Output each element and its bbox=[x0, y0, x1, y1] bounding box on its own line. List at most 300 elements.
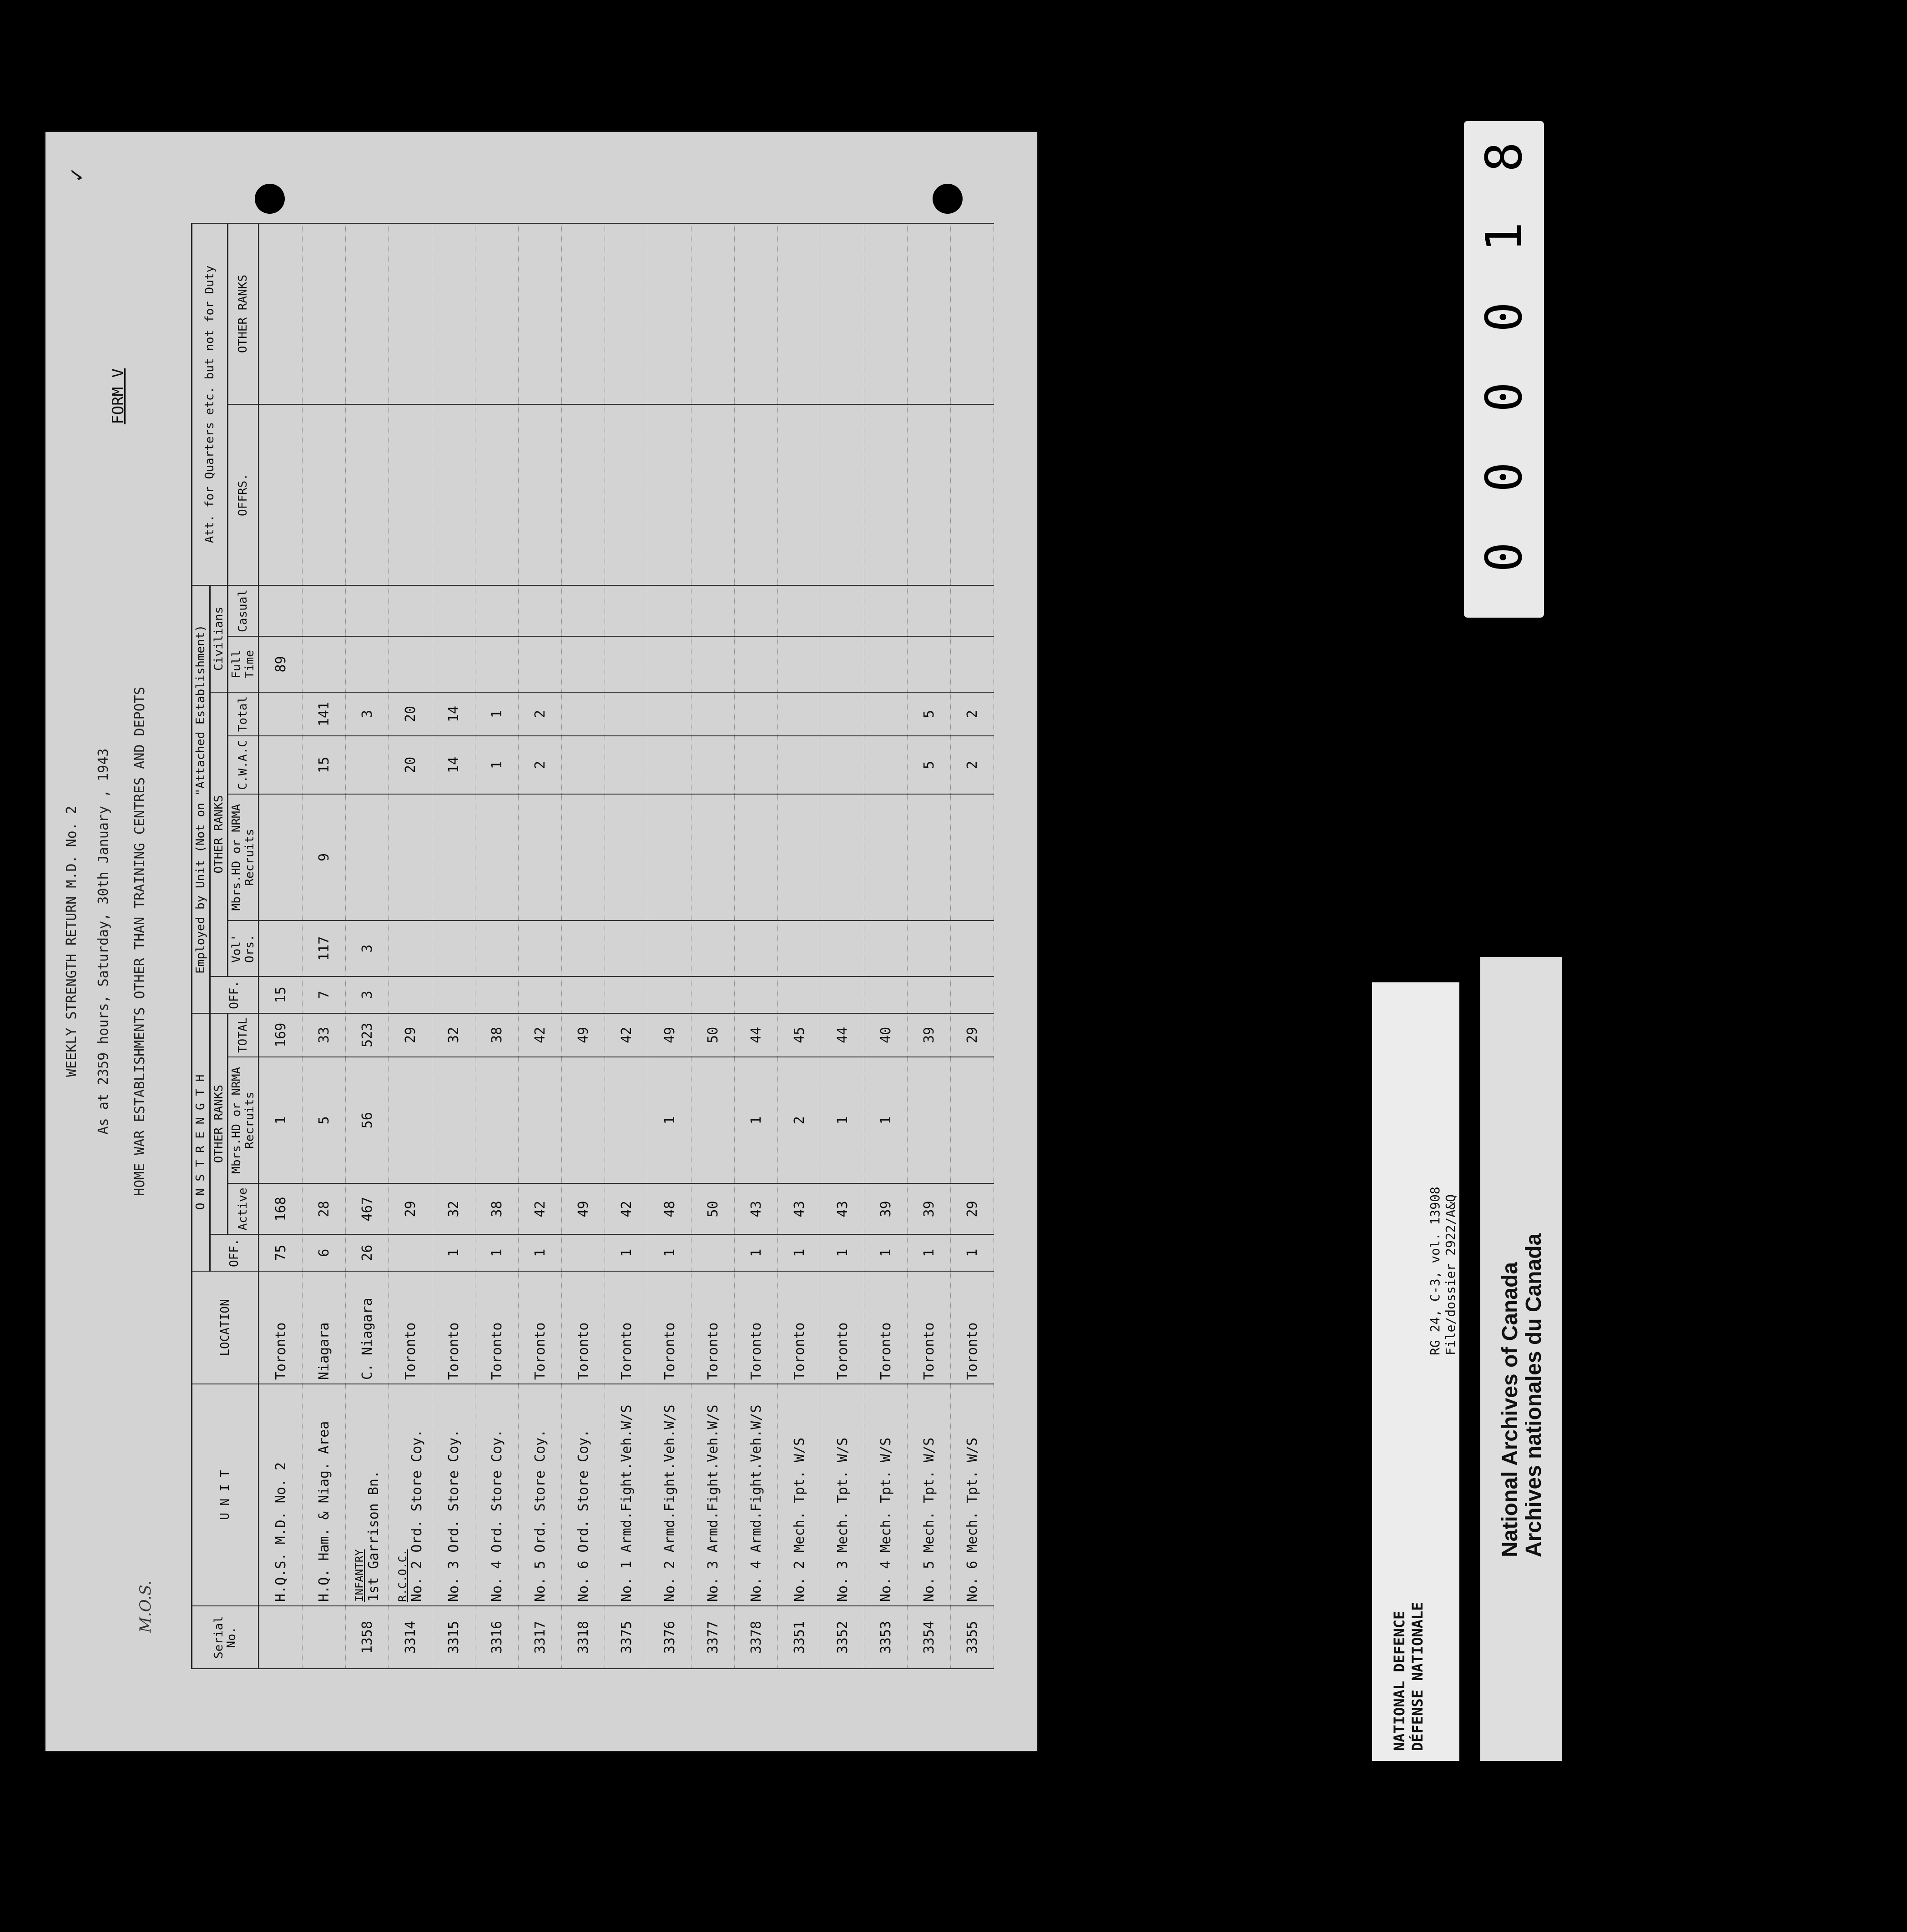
cell-cwac bbox=[821, 736, 864, 794]
cell-attached bbox=[778, 404, 821, 585]
reference-line1: RG 24, C-3, vol. 13908 bbox=[1428, 1187, 1443, 1355]
cell-etot: 2 bbox=[519, 692, 562, 736]
cell-total: 44 bbox=[735, 1013, 778, 1057]
cell-active: 32 bbox=[432, 1183, 475, 1234]
cell-loc: Niagara bbox=[303, 1271, 346, 1384]
cell-active: 39 bbox=[864, 1183, 908, 1234]
cell-cwac bbox=[691, 736, 735, 794]
cell-emhd bbox=[346, 794, 389, 921]
cell-eoff: 7 bbox=[303, 976, 346, 1013]
cell-vol bbox=[951, 921, 994, 976]
cell-total: 50 bbox=[691, 1013, 735, 1057]
cell-emhd bbox=[562, 794, 605, 921]
cell-full bbox=[389, 636, 432, 692]
archives-line2: Archives nationales du Canada bbox=[1522, 1233, 1546, 1557]
cell-unit bbox=[605, 1384, 648, 1606]
cell-emhd bbox=[951, 794, 994, 921]
cell-attached bbox=[432, 404, 475, 585]
col-total: TOTAL bbox=[228, 1013, 259, 1057]
cell-etot bbox=[259, 692, 303, 736]
cell-full bbox=[303, 636, 346, 692]
cell-vol bbox=[821, 921, 864, 976]
cell-attached bbox=[778, 223, 821, 404]
table-row bbox=[864, 223, 908, 1669]
cell-attached bbox=[605, 223, 648, 404]
cell-total: 39 bbox=[908, 1013, 951, 1057]
cell-attached bbox=[951, 223, 994, 404]
cell-mbrs: 56 bbox=[346, 1057, 389, 1183]
cell-cwac: 15 bbox=[303, 736, 346, 794]
cell-attached bbox=[259, 223, 303, 404]
counter-digit: 0 bbox=[1475, 462, 1533, 493]
col-civilians: Civilians bbox=[210, 585, 228, 692]
cell-total: 42 bbox=[519, 1013, 562, 1057]
cell-attached bbox=[432, 223, 475, 404]
col-other-ranks: OTHER RANKS bbox=[210, 1013, 228, 1235]
counter-digit: 0 bbox=[1475, 302, 1533, 332]
cell-serial bbox=[259, 1606, 303, 1669]
table-row bbox=[821, 223, 864, 1669]
cell-active: 39 bbox=[908, 1183, 951, 1234]
cell-loc: Toronto bbox=[389, 1271, 432, 1384]
col-emp-off: OFF. bbox=[210, 976, 259, 1013]
cell-eoff bbox=[432, 976, 475, 1013]
national-defence-line1: NATIONAL DEFENCE bbox=[1391, 1610, 1408, 1751]
cell-emhd bbox=[908, 794, 951, 921]
cell-mbrs bbox=[432, 1057, 475, 1183]
cell-eoff bbox=[562, 976, 605, 1013]
cell-vol bbox=[562, 921, 605, 976]
cell-attached bbox=[475, 404, 519, 585]
col-casual: Casual bbox=[228, 585, 259, 636]
cell-emhd bbox=[475, 794, 519, 921]
unit-name: No. 2 Ord. Store Coy. bbox=[409, 1429, 425, 1602]
cell-cas bbox=[951, 585, 994, 636]
cell-cwac: 1 bbox=[475, 736, 519, 794]
cell-active: 467 bbox=[346, 1183, 389, 1234]
cell-emhd bbox=[519, 794, 562, 921]
cell-serial: 3316 bbox=[475, 1606, 519, 1669]
national-defence-text bbox=[1390, 1602, 1427, 1751]
cell-full bbox=[605, 636, 648, 692]
cell-unit bbox=[475, 1384, 519, 1606]
cell-serial: 3378 bbox=[735, 1606, 778, 1669]
national-defence-line2: DÉFENSE NATIONALE bbox=[1409, 1602, 1426, 1751]
cell-mbrs: 5 bbox=[303, 1057, 346, 1183]
national-archives-strip bbox=[1480, 957, 1562, 1761]
cell-full bbox=[951, 636, 994, 692]
col-full-time: Full Time bbox=[228, 636, 259, 692]
cell-eoff: 3 bbox=[346, 976, 389, 1013]
cell-emhd bbox=[864, 794, 908, 921]
cell-off: 1 bbox=[648, 1234, 691, 1271]
cell-unit bbox=[519, 1384, 562, 1606]
cell-total: 49 bbox=[648, 1013, 691, 1057]
form-subtitle: HOME WAR ESTABLISHMENTS OTHER THAN TRAINING CENTRES AND DEPOTS bbox=[132, 687, 148, 1196]
cell-active: 28 bbox=[303, 1183, 346, 1234]
cell-active: 29 bbox=[951, 1183, 994, 1234]
cell-attached bbox=[562, 223, 605, 404]
cell-eoff bbox=[908, 976, 951, 1013]
tick-mark: ✓ bbox=[64, 168, 89, 181]
cell-etot bbox=[778, 692, 821, 736]
cell-attached bbox=[864, 404, 908, 585]
counter-digit: 0 bbox=[1475, 542, 1533, 573]
cell-cas bbox=[259, 585, 303, 636]
cell-cas bbox=[389, 585, 432, 636]
cell-active: 168 bbox=[259, 1183, 303, 1234]
col-employed: Employed by Unit (Not on "Attached Establishment) bbox=[192, 585, 210, 1013]
cell-loc: Toronto bbox=[648, 1271, 691, 1384]
cell-cas bbox=[821, 585, 864, 636]
cell-cas bbox=[303, 585, 346, 636]
cell-loc: Toronto bbox=[432, 1271, 475, 1384]
cell-mbrs bbox=[389, 1057, 432, 1183]
cell-active: 48 bbox=[648, 1183, 691, 1234]
cell-mbrs: 1 bbox=[648, 1057, 691, 1183]
cell-unit bbox=[562, 1384, 605, 1606]
cell-vol bbox=[432, 921, 475, 976]
cell-attached bbox=[691, 223, 735, 404]
col-vol-ors: Vol' Ors. bbox=[228, 921, 259, 976]
cell-full bbox=[908, 636, 951, 692]
unit-name: No. 3 Armd.Fight.Veh.W/S bbox=[705, 1404, 721, 1602]
cell-total: 33 bbox=[303, 1013, 346, 1057]
cell-mbrs: 1 bbox=[735, 1057, 778, 1183]
cell-cas bbox=[432, 585, 475, 636]
cell-vol: 117 bbox=[303, 921, 346, 976]
strength-return-form bbox=[45, 132, 1037, 1751]
cell-cwac bbox=[259, 736, 303, 794]
cell-etot: 5 bbox=[908, 692, 951, 736]
cell-etot bbox=[821, 692, 864, 736]
reference-text bbox=[1428, 1187, 1458, 1355]
cell-loc: Toronto bbox=[562, 1271, 605, 1384]
cell-loc: Toronto bbox=[605, 1271, 648, 1384]
cell-serial: 3315 bbox=[432, 1606, 475, 1669]
cell-cas bbox=[691, 585, 735, 636]
cell-etot: 141 bbox=[303, 692, 346, 736]
cell-eoff bbox=[821, 976, 864, 1013]
cell-mbrs: 2 bbox=[778, 1057, 821, 1183]
cell-unit bbox=[864, 1384, 908, 1606]
cell-full bbox=[519, 636, 562, 692]
col-active: Active bbox=[228, 1183, 259, 1234]
col-att-offrs: OFFRS. bbox=[228, 404, 259, 585]
cell-eoff bbox=[475, 976, 519, 1013]
cell-mbrs bbox=[951, 1057, 994, 1183]
section-label: INFANTRY bbox=[353, 1549, 366, 1602]
table-row bbox=[259, 223, 303, 1669]
cell-attached bbox=[562, 404, 605, 585]
punch-hole-left bbox=[933, 184, 963, 214]
cell-eoff bbox=[951, 976, 994, 1013]
cell-loc: Toronto bbox=[691, 1271, 735, 1384]
cell-attached bbox=[346, 223, 389, 404]
table-row bbox=[389, 223, 432, 1669]
cell-off: 1 bbox=[605, 1234, 648, 1271]
table-row bbox=[778, 223, 821, 1669]
cell-mbrs bbox=[519, 1057, 562, 1183]
cell-etot bbox=[648, 692, 691, 736]
col-unit: U N I T bbox=[192, 1384, 259, 1606]
cell-off: 6 bbox=[303, 1234, 346, 1271]
col-mbrs-hd: Mbrs.HD or NRMA Recruits bbox=[228, 1057, 259, 1183]
cell-off: 1 bbox=[735, 1234, 778, 1271]
cell-attached bbox=[648, 223, 691, 404]
cell-eoff bbox=[648, 976, 691, 1013]
cell-mbrs bbox=[691, 1057, 735, 1183]
cell-vol bbox=[735, 921, 778, 976]
cell-total: 29 bbox=[389, 1013, 432, 1057]
cell-emhd bbox=[821, 794, 864, 921]
cell-unit bbox=[648, 1384, 691, 1606]
cell-serial: 3318 bbox=[562, 1606, 605, 1669]
cell-serial: 3355 bbox=[951, 1606, 994, 1669]
cell-off: 1 bbox=[908, 1234, 951, 1271]
cell-eoff bbox=[735, 976, 778, 1013]
cell-active: 42 bbox=[605, 1183, 648, 1234]
table-row bbox=[691, 223, 735, 1669]
cell-eoff bbox=[605, 976, 648, 1013]
archives-text bbox=[1498, 1233, 1546, 1557]
cell-active: 43 bbox=[821, 1183, 864, 1234]
cell-total: 169 bbox=[259, 1013, 303, 1057]
cell-off: 1 bbox=[864, 1234, 908, 1271]
cell-emhd bbox=[259, 794, 303, 921]
cell-attached bbox=[475, 223, 519, 404]
cell-loc: Toronto bbox=[259, 1271, 303, 1384]
cell-emhd bbox=[389, 794, 432, 921]
cell-attached bbox=[303, 404, 346, 585]
cell-serial: 1358 bbox=[346, 1606, 389, 1669]
table-row bbox=[346, 223, 389, 1669]
cell-etot bbox=[562, 692, 605, 736]
col-cwac: C.W.A.C bbox=[228, 736, 259, 794]
table-row bbox=[432, 223, 475, 1669]
form-date-line: As at 2359 hours, Saturday, 30th January , 1943 bbox=[96, 748, 111, 1135]
cell-serial: 3314 bbox=[389, 1606, 432, 1669]
cell-off: 1 bbox=[475, 1234, 519, 1271]
cell-mbrs bbox=[562, 1057, 605, 1183]
unit-name: No. 4 Armd.Fight.Veh.W/S bbox=[748, 1404, 764, 1602]
cell-total: 42 bbox=[605, 1013, 648, 1057]
cell-loc: C. Niagara bbox=[346, 1271, 389, 1384]
cell-full bbox=[432, 636, 475, 692]
cell-total: 49 bbox=[562, 1013, 605, 1057]
cell-emhd: 9 bbox=[303, 794, 346, 921]
cell-vol bbox=[778, 921, 821, 976]
cell-loc: Toronto bbox=[951, 1271, 994, 1384]
cell-cwac bbox=[605, 736, 648, 794]
cell-total: 40 bbox=[864, 1013, 908, 1057]
cell-attached bbox=[735, 404, 778, 585]
cell-unit bbox=[735, 1384, 778, 1606]
cell-emhd bbox=[648, 794, 691, 921]
cell-vol bbox=[389, 921, 432, 976]
unit-name: No. 3 Mech. Tpt. W/S bbox=[834, 1437, 851, 1602]
cell-loc: Toronto bbox=[519, 1271, 562, 1384]
cell-vol bbox=[475, 921, 519, 976]
cell-unit bbox=[778, 1384, 821, 1606]
cell-eoff bbox=[519, 976, 562, 1013]
cell-loc: Toronto bbox=[864, 1271, 908, 1384]
cell-cas bbox=[562, 585, 605, 636]
cell-vol: 3 bbox=[346, 921, 389, 976]
cell-cas bbox=[475, 585, 519, 636]
cell-cwac bbox=[735, 736, 778, 794]
cell-active: 38 bbox=[475, 1183, 519, 1234]
cell-serial: 3377 bbox=[691, 1606, 735, 1669]
cell-vol bbox=[605, 921, 648, 976]
cell-mbrs bbox=[605, 1057, 648, 1183]
cell-attached bbox=[691, 404, 735, 585]
archives-line1: National Archives of Canada bbox=[1498, 1262, 1522, 1557]
cell-cwac: 2 bbox=[519, 736, 562, 794]
counter-digit: 0 bbox=[1475, 382, 1533, 413]
cell-total: 45 bbox=[778, 1013, 821, 1057]
cell-total: 523 bbox=[346, 1013, 389, 1057]
cell-off: 1 bbox=[951, 1234, 994, 1271]
cell-attached bbox=[389, 223, 432, 404]
cell-active: 29 bbox=[389, 1183, 432, 1234]
cell-attached bbox=[821, 223, 864, 404]
cell-etot: 14 bbox=[432, 692, 475, 736]
cell-full bbox=[778, 636, 821, 692]
reference-line2: File/dossier 2922/A&Q bbox=[1443, 1194, 1458, 1355]
cell-unit bbox=[259, 1384, 303, 1606]
cell-etot: 2 bbox=[951, 692, 994, 736]
cell-cwac bbox=[864, 736, 908, 794]
cell-emhd bbox=[605, 794, 648, 921]
cell-cwac: 14 bbox=[432, 736, 475, 794]
table-row bbox=[303, 223, 346, 1669]
cell-etot bbox=[735, 692, 778, 736]
cell-attached bbox=[648, 404, 691, 585]
cell-cas bbox=[605, 585, 648, 636]
cell-total: 29 bbox=[951, 1013, 994, 1057]
cell-total: 44 bbox=[821, 1013, 864, 1057]
cell-attached bbox=[519, 223, 562, 404]
cell-unit bbox=[951, 1384, 994, 1606]
cell-cwac bbox=[562, 736, 605, 794]
cell-attached bbox=[346, 404, 389, 585]
cell-loc: Toronto bbox=[908, 1271, 951, 1384]
cell-attached bbox=[908, 404, 951, 585]
cell-cwac: 20 bbox=[389, 736, 432, 794]
col-emp-other-ranks: OTHER RANKS bbox=[210, 692, 228, 976]
cell-active: 43 bbox=[778, 1183, 821, 1234]
cell-loc: Toronto bbox=[778, 1271, 821, 1384]
cell-serial bbox=[303, 1606, 346, 1669]
unit-name: 1st Garrison Bn. bbox=[365, 1470, 382, 1602]
cell-full bbox=[864, 636, 908, 692]
cell-emhd bbox=[432, 794, 475, 921]
cell-unit bbox=[346, 1384, 389, 1606]
cell-eoff bbox=[778, 976, 821, 1013]
col-att-other-ranks: OTHER RANKS bbox=[228, 223, 259, 404]
table-row bbox=[951, 223, 994, 1669]
unit-name: No. 6 Mech. Tpt. W/S bbox=[964, 1437, 980, 1602]
table-row bbox=[475, 223, 519, 1669]
cell-full bbox=[562, 636, 605, 692]
unit-name: No. 4 Mech. Tpt. W/S bbox=[878, 1437, 894, 1602]
cell-etot bbox=[864, 692, 908, 736]
cell-eoff bbox=[389, 976, 432, 1013]
cell-off: 1 bbox=[821, 1234, 864, 1271]
counter-digit: 1 bbox=[1475, 221, 1533, 252]
frame-counter bbox=[1464, 121, 1544, 618]
cell-serial: 3317 bbox=[519, 1606, 562, 1669]
unit-name: No. 3 Ord. Store Coy. bbox=[445, 1429, 462, 1602]
form-title: WEEKLY STRENGTH RETURN M.D. No. 2 bbox=[64, 805, 80, 1077]
cell-attached bbox=[519, 404, 562, 585]
cell-full bbox=[648, 636, 691, 692]
col-off: OFF. bbox=[210, 1234, 259, 1271]
cell-mbrs: 1 bbox=[821, 1057, 864, 1183]
cell-loc: Toronto bbox=[735, 1271, 778, 1384]
cell-active: 42 bbox=[519, 1183, 562, 1234]
cell-attached bbox=[821, 404, 864, 585]
cell-off: 1 bbox=[432, 1234, 475, 1271]
national-defence-strip bbox=[1372, 982, 1459, 1761]
cell-vol bbox=[908, 921, 951, 976]
cell-etot: 3 bbox=[346, 692, 389, 736]
unit-name: H.Q.S. M.D. No. 2 bbox=[272, 1462, 289, 1602]
table-row bbox=[735, 223, 778, 1669]
cell-emhd bbox=[691, 794, 735, 921]
cell-full bbox=[735, 636, 778, 692]
cell-unit bbox=[432, 1384, 475, 1606]
cell-serial: 3353 bbox=[864, 1606, 908, 1669]
cell-serial: 3352 bbox=[821, 1606, 864, 1669]
col-serial: Serial No. bbox=[192, 1606, 259, 1669]
cell-cwac: 2 bbox=[951, 736, 994, 794]
cell-off: 1 bbox=[519, 1234, 562, 1271]
cell-total: 38 bbox=[475, 1013, 519, 1057]
document-sheet-area bbox=[45, 168, 1039, 1659]
cell-unit bbox=[303, 1384, 346, 1606]
cell-mbrs bbox=[908, 1057, 951, 1183]
cell-full: 89 bbox=[259, 636, 303, 692]
unit-name: No. 5 Ord. Store Coy. bbox=[532, 1429, 548, 1602]
cell-unit bbox=[389, 1384, 432, 1606]
cell-attached bbox=[908, 223, 951, 404]
cell-full bbox=[691, 636, 735, 692]
cell-emhd bbox=[778, 794, 821, 921]
unit-name: No. 2 Armd.Fight.Veh.W/S bbox=[661, 1404, 678, 1602]
table-row bbox=[648, 223, 691, 1669]
cell-serial: 3375 bbox=[605, 1606, 648, 1669]
col-emp-total: Total bbox=[228, 692, 259, 736]
section-label: R.C.O.C. bbox=[396, 1549, 409, 1602]
cell-cwac bbox=[778, 736, 821, 794]
col-location: LOCATION bbox=[192, 1271, 259, 1384]
unit-name: No. 4 Ord. Store Coy. bbox=[489, 1429, 505, 1602]
unit-name: H.Q. Ham. & Niag. Area bbox=[316, 1421, 332, 1602]
cell-attached bbox=[303, 223, 346, 404]
cell-etot bbox=[605, 692, 648, 736]
table-row bbox=[562, 223, 605, 1669]
cell-full bbox=[821, 636, 864, 692]
cell-active: 50 bbox=[691, 1183, 735, 1234]
cell-vol bbox=[259, 921, 303, 976]
col-attached: Att. for Quarters etc. but not for Duty bbox=[192, 223, 228, 585]
cell-loc: Toronto bbox=[821, 1271, 864, 1384]
cell-off: 26 bbox=[346, 1234, 389, 1271]
cell-cas bbox=[519, 585, 562, 636]
cell-unit bbox=[821, 1384, 864, 1606]
